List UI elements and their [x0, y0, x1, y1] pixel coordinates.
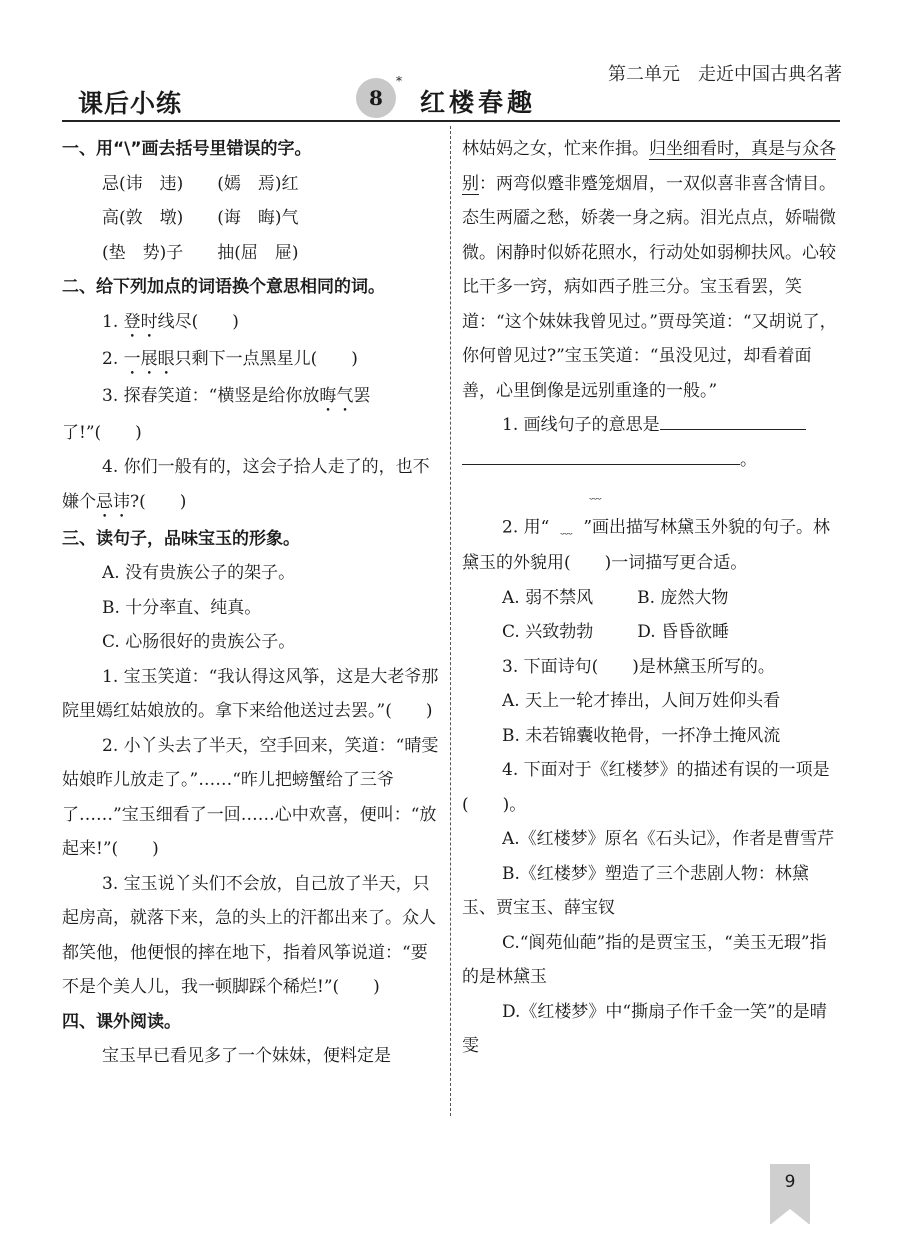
section-brand: 课后小练 — [78, 89, 183, 118]
dotted-word: 忌讳 — [96, 491, 130, 512]
q2-item: 3. 探春笑道：“横竖是给你放晦气罢了!”( ) — [62, 385, 371, 443]
q4-title: 四、课外阅读。 — [62, 1011, 181, 1032]
q2-item: 4. 你们一般有的，这会子拾人走了的，也不嫌个忌讳?( ) — [62, 457, 430, 512]
q3-option: C. 心肠很好的贵族公子。 — [102, 632, 296, 652]
reading-q1: 1. 画线句子的意思是 — [462, 408, 842, 443]
left-column — [62, 132, 440, 1074]
wavy-line-mark: ﹏﹏ — [560, 487, 602, 536]
unit-title: 第二单元 走近中国古典名著 — [608, 64, 842, 85]
q2-item: 2. 一展眼只剩下一点黑星儿( ) — [102, 348, 358, 369]
dotted-word: 登时 — [123, 311, 158, 332]
lesson-mark: * — [396, 74, 402, 88]
reading-q4-option: C.“阆苑仙葩”指的是贾宝玉，“美玉无瑕”指的是林黛玉 — [462, 932, 827, 987]
reading-passage: 林姑妈之女，忙来作揖。归坐细看时，真是与众各别：两弯似蹙非蹙笼烟眉，一双似喜非喜含情目。态生两靥之愁，娇袭一身之病。泪光点点，娇喘微微。闲静时似娇花照水，行动处如弱柳扶风。心较比干多一窍，病如西子胜三分。宝玉看罢，笑道：“这个妹妹我曾见过。”贾母笑道：“又胡说了，你何曾见过?”宝玉笑道：“虽没见过，却看着面善，心里倒像是远别重逢的一般。” — [462, 139, 837, 401]
q1-row: 忌(讳 违) (嫣 焉)红 — [102, 173, 299, 194]
reading-q2: 2. 用“﹏﹏ ”画出描写林黛玉外貌的句子。林黛玉的外貌用( )一词描写更合适。 — [462, 477, 842, 581]
reading-q1-line2: 。 — [462, 443, 842, 478]
underlined-sentence: 归坐细看时，真是与众各别 — [462, 139, 836, 194]
dotted-word: 一展眼 — [123, 348, 175, 369]
reading-q3: 3. 下面诗句( )是林黛玉所写的。 — [502, 656, 775, 677]
reading-q4-option: B.《红楼梦》塑造了三个悲剧人物：林黛玉、贾宝玉、薛宝钗 — [462, 863, 809, 918]
q3-item: 1. 宝玉笑道：“我认得这风筝，这是大老爷那院里嫣红姑娘放的。拿下来给他送过去罢。”( ) — [62, 666, 439, 721]
q1-row: 高(敦 墩) (诲 晦)气 — [102, 208, 299, 228]
q3-item: 2. 小丫头去了半天，空手回来，笑道：“晴雯姑娘昨儿放走了。”……“昨儿把螃蟹给了三爷了……”宝玉细看了一回……心中欢喜，便叫：“放起来!”( ) — [62, 735, 439, 859]
right-column — [462, 132, 842, 1064]
reading-q3-option: A. 天上一轮才捧出，人间万姓仰头看 — [502, 691, 781, 711]
lesson-number-badge: 8 — [356, 78, 396, 118]
reading-q2-options: C. 兴致勃勃 D. 昏昏欲睡 — [502, 622, 730, 642]
q3-option: A. 没有贵族公子的架子。 — [102, 563, 296, 583]
lesson-title: 红楼春趣 — [420, 88, 537, 117]
passage-start: 宝玉早已看见多了一个妹妹，便料定是 — [102, 1046, 391, 1066]
q3-item: 3. 宝玉说丫头们不会放，自己放了半天，只起房高，就落下来，急的头上的汗都出来了。众人都笑他，他便恨的摔在地下，指着风筝说道：“要不是个美人儿，我一顿脚踩个稀烂!”( ) — [62, 873, 436, 997]
q1-title: 一、用“\”画去括号里错误的字。 — [62, 139, 312, 159]
reading-q4-option: D.《红楼梦》中“撕扇子作千金一笑”的是晴雯 — [462, 1001, 827, 1056]
column-divider — [450, 126, 451, 1116]
header-rule — [62, 120, 840, 122]
reading-q4: 4. 下面对于《红楼梦》的描述有误的一项是( )。 — [462, 760, 830, 815]
q1-row: (垫 势)子 抽(屈 屉) — [102, 242, 299, 263]
q2-item: 1. 登时线尽( ) — [102, 311, 239, 332]
answer-blank[interactable] — [462, 444, 740, 465]
reading-q4-option: A.《红楼梦》原名《石头记》，作者是曹雪芹 — [502, 829, 835, 849]
q3-option: B. 十分率直、纯真。 — [102, 597, 262, 618]
dotted-word: 晦气 — [319, 385, 354, 406]
reading-q2-options: A. 弱不禁风 B. 庞然大物 — [502, 587, 729, 608]
q3-title: 三、读句子，品味宝玉的形象。 — [62, 528, 300, 549]
reading-q3-option: B. 未若锦囊收艳骨，一抔净土掩风流 — [502, 725, 781, 746]
q2-title: 二、给下列加点的词语换个意思相同的词。 — [62, 277, 385, 297]
page-number: 9 — [784, 1172, 796, 1192]
answer-blank[interactable] — [660, 409, 806, 430]
